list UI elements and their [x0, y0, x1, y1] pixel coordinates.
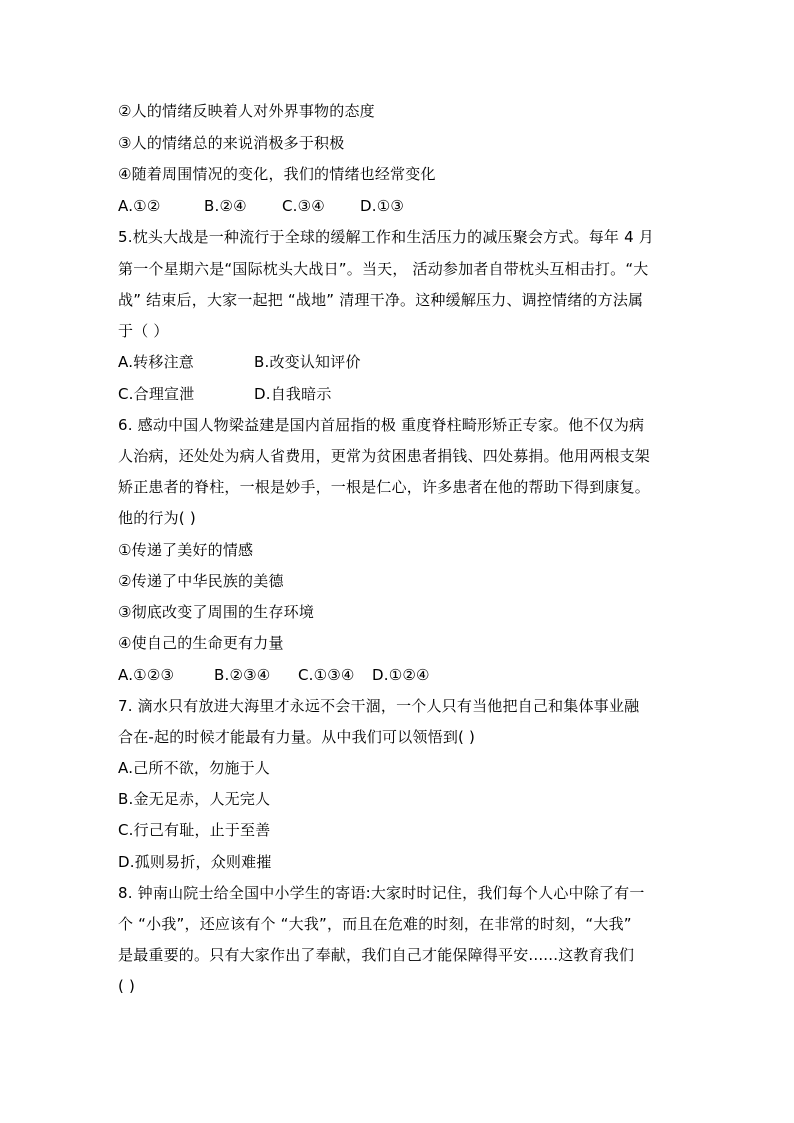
q6-stem-line-4: 他的行为( ): [118, 509, 196, 527]
q7-option-b: B.金无足赤，人无完人: [118, 790, 271, 808]
q6-stem-line-3: 矫正患者的脊柱，一根是妙手，一根是仁心，许多患者在他的帮助下得到康复。: [118, 478, 651, 496]
q6-stem-line-2: 人治病，还处处为病人省费用，更常为贫困患者捐钱、四处募捐。他用两根支架: [118, 447, 651, 465]
q8-stem-line-2: 个 “小我”，还应该有个 “大我”，而且在危难的时刻，在非常的时刻，“大我”: [118, 915, 632, 933]
q4-statement-2: ②人的情绪反映着人对外界事物的态度: [118, 102, 375, 120]
q6-stem-line-1: 6. 感动中国人物梁益建是国内首屈指的极 重度脊柱畸形矫正专家。他不仅为病: [118, 416, 645, 434]
q5-stem-line-3: 战” 结束后，大家一起把 “战地” 清理干净。这种缓解压力、调控情绪的方法属: [118, 291, 644, 309]
q5-stem-line-2: 第一个星期六是“国际枕头大战日”。当天， 活动参加者自带枕头互相击打。“大: [118, 260, 649, 278]
q8-stem-line-1: 8. 钟南山院士给全国中小学生的寄语:大家时时记住，我们每个人心中除了有一: [118, 884, 645, 902]
q6-options: [118, 665, 718, 685]
q8-stem-line-4: ( ): [118, 977, 136, 995]
q6-statement-1: ①传递了美好的情感: [118, 541, 254, 559]
q4-options: [118, 196, 718, 216]
q6-option-d: D.①②④: [372, 666, 430, 684]
q5-stem-line-1: 5.枕头大战是一种流行于全球的缓解工作和生活压力的减压聚会方式。每年 4 月: [118, 228, 654, 246]
q6-option-c: C.①③④: [298, 666, 355, 684]
q7-stem-line-2: 合在-起的时候才能最有力量。从中我们可以领悟到( ): [118, 728, 476, 746]
q6-option-a: A.①②③: [118, 666, 175, 684]
q6-statement-2: ②传递了中华民族的美德: [118, 572, 284, 590]
q4-statement-4: ④随着周围情况的变化，我们的情绪也经常变化: [118, 165, 436, 183]
q5-options-row-2: [118, 384, 718, 404]
q8-stem-line-3: 是最重要的。只有大家作出了奉献，我们自己才能保障得平安......这教育我们: [118, 946, 635, 964]
q7-option-c: C.行己有耻，止于至善: [118, 821, 271, 839]
q4-option-d: D.①③: [360, 197, 405, 215]
q4-option-b: B.②④: [204, 197, 247, 215]
q6-option-b: B.②③④: [214, 666, 271, 684]
q7-option-d: D.孤则易折，众则难摧: [118, 853, 272, 871]
q5-options-row-1: [118, 352, 718, 372]
q4-option-a: A.①②: [118, 197, 161, 215]
q5-option-d: D.自我暗示: [254, 385, 332, 403]
q4-statement-3: ③人的情绪总的来说消极多于积极: [118, 134, 345, 152]
q4-option-c: C.③④: [282, 197, 325, 215]
q6-statement-4: ④使自己的生命更有力量: [118, 634, 284, 652]
q5-option-a: A.转移注意: [118, 353, 194, 371]
q5-option-c: C.合理宣泄: [118, 385, 195, 403]
q7-stem-line-1: 7. 滴水只有放进大海里才永远不会干涸，一个人只有当他把自己和集体事业融: [118, 697, 640, 715]
q6-statement-3: ③彻底改变了周围的生存环境: [118, 603, 315, 621]
q5-option-b: B.改变认知评价: [254, 353, 361, 371]
q7-option-a: A.己所不欲，勿施于人: [118, 759, 270, 777]
q5-stem-line-4: 于（ ）: [118, 322, 169, 340]
